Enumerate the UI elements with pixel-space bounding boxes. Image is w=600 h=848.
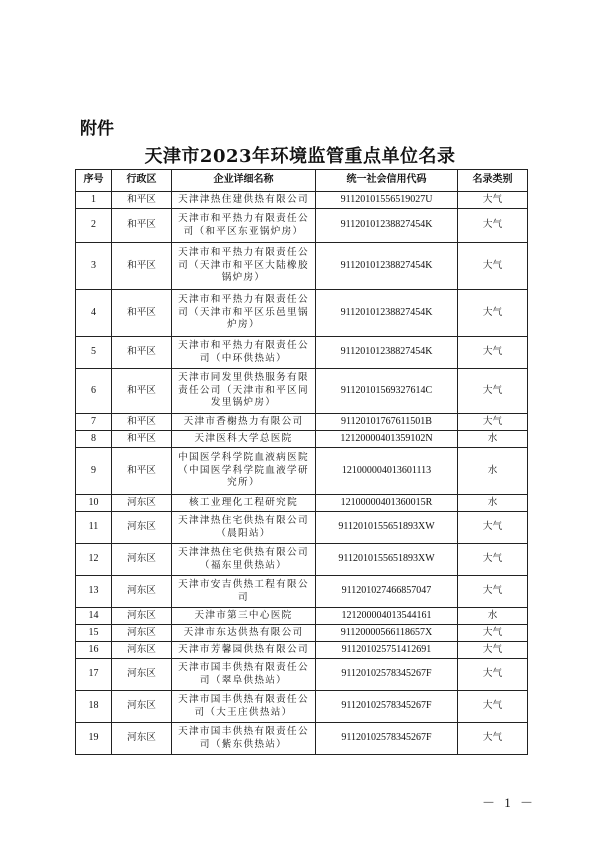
cell-category: 大气: [458, 290, 528, 337]
cell-name: 天津市国丰供热有限责任公司（大王庄供热站）: [172, 691, 316, 723]
cell-code: 9112010155651893XW: [316, 544, 458, 576]
cell-code: 91120000566118657X: [316, 625, 458, 642]
table-row: [76, 642, 528, 659]
table-body: [76, 192, 528, 755]
cell-category: 大气: [458, 642, 528, 659]
cell-district: 和平区: [112, 369, 172, 414]
cell-code: 121200004013544161: [316, 608, 458, 625]
cell-name: 天津市国丰供热有限责任公司（翠阜供热站）: [172, 659, 316, 691]
cell-code: 121000004013601113: [316, 448, 458, 495]
table-row: [76, 209, 528, 243]
cell-district: 河东区: [112, 608, 172, 625]
table-row: [76, 414, 528, 431]
cell-name: 天津市同发里供热服务有限责任公司（天津市和平区同发里锅炉房）: [172, 369, 316, 414]
cell-category: 大气: [458, 209, 528, 243]
table-row: [76, 544, 528, 576]
table-row: [76, 290, 528, 337]
cell-district: 和平区: [112, 337, 172, 369]
cell-index: 3: [76, 243, 112, 290]
table-row: [76, 431, 528, 448]
cell-district: 河东区: [112, 659, 172, 691]
table-header-row: [76, 170, 528, 192]
table-row: [76, 512, 528, 544]
cell-code: 91120101238827454K: [316, 290, 458, 337]
cell-district: 和平区: [112, 243, 172, 290]
cell-district: 河东区: [112, 576, 172, 608]
table-row: [76, 448, 528, 495]
table-row: [76, 192, 528, 209]
cell-index: 2: [76, 209, 112, 243]
cell-index: 10: [76, 495, 112, 512]
cell-district: 河东区: [112, 512, 172, 544]
cell-code: 91120102578345267F: [316, 691, 458, 723]
cell-code: 911201025751412691: [316, 642, 458, 659]
cell-category: 大气: [458, 414, 528, 431]
cell-index: 7: [76, 414, 112, 431]
cell-name: 天津市和平热力有限责任公司（中环供热站）: [172, 337, 316, 369]
cell-code: 91120102578345267F: [316, 659, 458, 691]
cell-name: 天津市和平热力有限责任公司（天津市和平区大陆橡胶锅炉房）: [172, 243, 316, 290]
cell-index: 13: [76, 576, 112, 608]
cell-district: 河东区: [112, 544, 172, 576]
cell-category: 大气: [458, 625, 528, 642]
table-row: [76, 243, 528, 290]
cell-category: 大气: [458, 723, 528, 755]
cell-category: 大气: [458, 243, 528, 290]
cell-name: 中国医学科学院血液病医院（中国医学科学院血液学研究所）: [172, 448, 316, 495]
cell-code: 91120101569327614C: [316, 369, 458, 414]
cell-index: 16: [76, 642, 112, 659]
cell-index: 19: [76, 723, 112, 755]
cell-name: 天津市国丰供热有限责任公司（紫东供热站）: [172, 723, 316, 755]
cell-name: 天津市和平热力有限责任公司（和平区东亚锅炉房）: [172, 209, 316, 243]
cell-index: 11: [76, 512, 112, 544]
cell-name: 天津市和平热力有限责任公司（天津市和平区乐邑里锅炉房）: [172, 290, 316, 337]
table-row: [76, 723, 528, 755]
table-row: [76, 608, 528, 625]
cell-code: 911201027466857047: [316, 576, 458, 608]
cell-name: 天津津热住宅供热有限公司（福东里供热站）: [172, 544, 316, 576]
cell-district: 和平区: [112, 431, 172, 448]
cell-category: 大气: [458, 192, 528, 209]
cell-district: 河东区: [112, 723, 172, 755]
cell-category: 水: [458, 448, 528, 495]
header-index: 序号: [76, 170, 112, 192]
cell-index: 6: [76, 369, 112, 414]
cell-category: 大气: [458, 659, 528, 691]
table-row: [76, 691, 528, 723]
table-row: [76, 659, 528, 691]
cell-code: 91120101556519027U: [316, 192, 458, 209]
table-row: [76, 369, 528, 414]
page-number: － 1 －: [482, 795, 537, 810]
cell-district: 和平区: [112, 209, 172, 243]
cell-name: 天津市安吉供热工程有限公司: [172, 576, 316, 608]
cell-category: 大气: [458, 337, 528, 369]
document-title: 天津市2023年环境监管重点单位名录: [144, 146, 456, 167]
cell-name: 天津津热住建供热有限公司: [172, 192, 316, 209]
cell-category: 水: [458, 431, 528, 448]
cell-category: 大气: [458, 544, 528, 576]
cell-category: 大气: [458, 369, 528, 414]
cell-district: 和平区: [112, 192, 172, 209]
cell-index: 5: [76, 337, 112, 369]
cell-name: 天津医科大学总医院: [172, 431, 316, 448]
cell-code: 91120101238827454K: [316, 209, 458, 243]
cell-district: 和平区: [112, 290, 172, 337]
cell-district: 河东区: [112, 625, 172, 642]
cell-district: 和平区: [112, 414, 172, 431]
cell-index: 18: [76, 691, 112, 723]
cell-category: 水: [458, 495, 528, 512]
cell-name: 天津津热住宅供热有限公司（晨阳站）: [172, 512, 316, 544]
cell-name: 天津市芳馨园供热有限公司: [172, 642, 316, 659]
cell-category: 大气: [458, 576, 528, 608]
table-row: [76, 625, 528, 642]
cell-code: 91120101238827454K: [316, 337, 458, 369]
table-row: [76, 337, 528, 369]
cell-district: 河东区: [112, 642, 172, 659]
cell-index: 8: [76, 431, 112, 448]
unit-list-table: [75, 169, 528, 755]
cell-index: 12: [76, 544, 112, 576]
cell-index: 9: [76, 448, 112, 495]
cell-index: 17: [76, 659, 112, 691]
header-district: 行政区: [112, 170, 172, 192]
table-row: [76, 576, 528, 608]
header-code: 统一社会信用代码: [316, 170, 458, 192]
cell-category: 大气: [458, 691, 528, 723]
cell-index: 4: [76, 290, 112, 337]
cell-district: 河东区: [112, 691, 172, 723]
annex-label: 附件: [80, 119, 114, 139]
cell-index: 15: [76, 625, 112, 642]
cell-name: 天津市香榭热力有限公司: [172, 414, 316, 431]
cell-category: 大气: [458, 512, 528, 544]
cell-name: 天津市第三中心医院: [172, 608, 316, 625]
cell-name: 天津市东达供热有限公司: [172, 625, 316, 642]
cell-code: 12100000401360015R: [316, 495, 458, 512]
cell-code: 91120102578345267F: [316, 723, 458, 755]
cell-category: 水: [458, 608, 528, 625]
cell-index: 1: [76, 192, 112, 209]
cell-code: 91120101238827454K: [316, 243, 458, 290]
cell-code: 9112010155651893XW: [316, 512, 458, 544]
cell-name: 核工业理化工程研究院: [172, 495, 316, 512]
header-category: 名录类别: [458, 170, 528, 192]
table-row: [76, 495, 528, 512]
cell-district: 和平区: [112, 448, 172, 495]
cell-code: 12120000401359102N: [316, 431, 458, 448]
header-name: 企业详细名称: [172, 170, 316, 192]
cell-district: 河东区: [112, 495, 172, 512]
cell-index: 14: [76, 608, 112, 625]
cell-code: 91120101767611501B: [316, 414, 458, 431]
